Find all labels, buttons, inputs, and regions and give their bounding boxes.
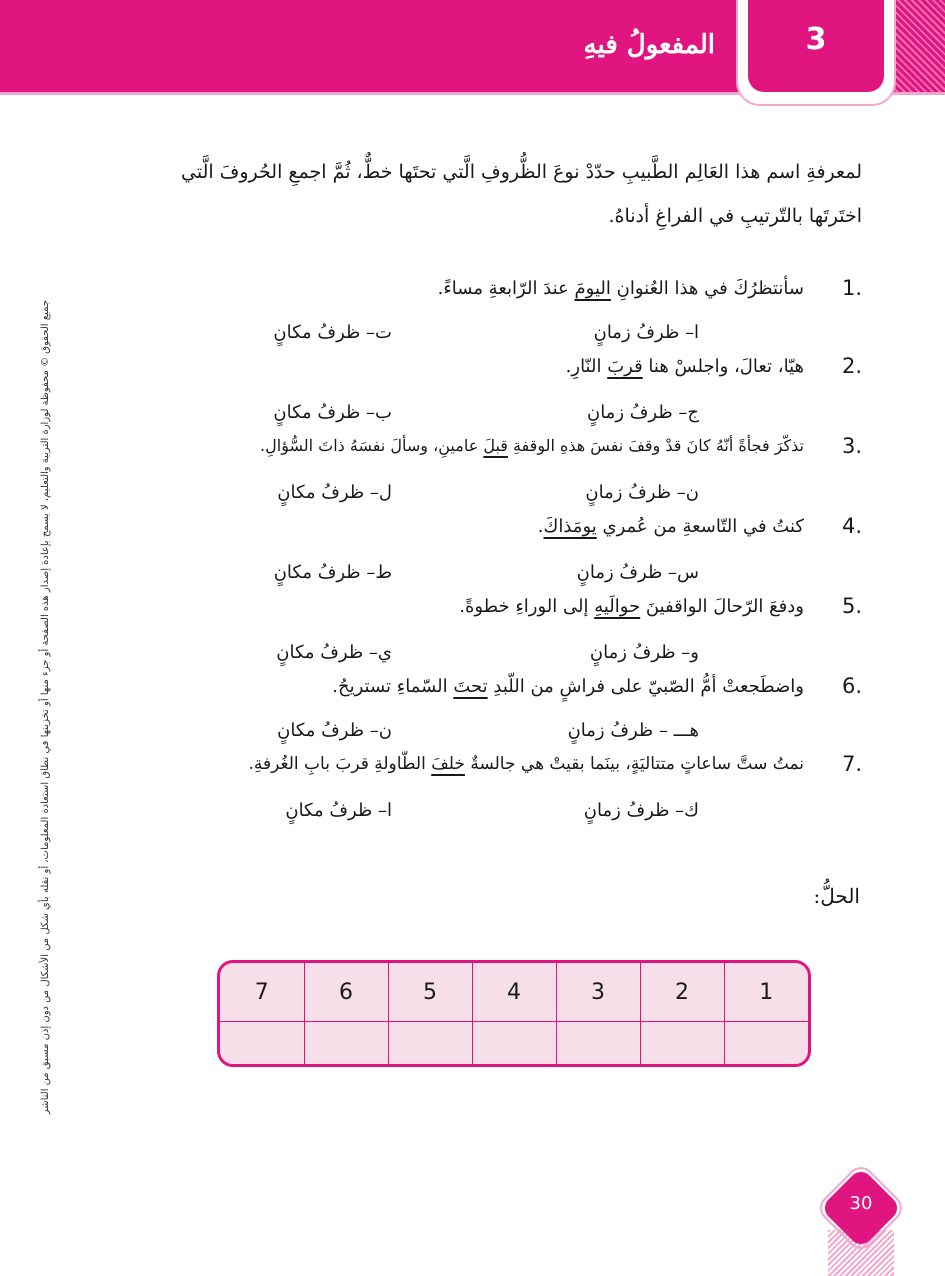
question-number: 4. <box>841 514 862 538</box>
question-text <box>260 436 804 455</box>
underlined-adverb: خلفَ <box>431 754 465 774</box>
question-7 <box>150 752 862 786</box>
question-text-before: واضطَجعتْ أمُّ الصّبيّ على فراشٍ من اللّبدِ <box>487 676 804 697</box>
answer-cell-3[interactable] <box>556 1022 640 1065</box>
page-number: 30 <box>849 1193 873 1214</box>
option-place-6: ن– ظرفُ مكانٍ <box>277 720 392 741</box>
grid-header-4: 4 <box>472 963 556 1022</box>
option-time-4: س– ظرفُ زمانٍ <box>576 562 699 583</box>
grid-header-6: 6 <box>304 963 388 1022</box>
question-text-before: نمتُ ستَّ ساعاتٍ متتاليَةٍ، بينَما بقيتْ هي جالسةٌ <box>464 754 804 774</box>
solution-label: الحلُّ: <box>813 884 860 908</box>
question-text-before: ودفعَ الرّحالَ الواقفينَ <box>640 596 804 617</box>
question-5 <box>150 594 862 628</box>
question-2 <box>150 354 862 388</box>
instructions: لمعرفةِ اسم هذا العَالِم الطَّبيبِ حدّدْ نوعَ الظُّروفِ الَّتي تحتَها خطٌّ، ثُمَّ اجمعِ الحُروفَ الَّتي اختَرتَها بالتّرتيبِ في الفراغِ أدناهُ. <box>181 161 862 227</box>
option-place-5: ي– ظرفُ مكانٍ <box>276 642 392 663</box>
question-text <box>566 356 804 377</box>
option-place-2: ب– ظرفُ مكانٍ <box>273 402 392 423</box>
question-4 <box>150 514 862 548</box>
question-text <box>249 754 805 774</box>
question-number: 6. <box>841 674 862 698</box>
option-time-7: ك– ظرفُ زمانٍ <box>583 800 699 821</box>
question-1 <box>150 276 862 310</box>
question-text-before: سأنتظرُكَ في هذا العُنوانِ <box>610 278 804 299</box>
header-pattern <box>885 0 945 92</box>
underlined-adverb: حوالَيهِ <box>594 596 641 617</box>
question-number: 1. <box>841 276 862 300</box>
grid-header-2: 2 <box>640 963 724 1022</box>
chapter-title: المفعولُ فيهِ <box>583 30 715 60</box>
answer-cell-2[interactable] <box>640 1022 724 1065</box>
answer-cell-4[interactable] <box>472 1022 556 1065</box>
option-place-1: ت– ظرفُ مكانٍ <box>273 322 392 343</box>
question-text-after: إلى الوراءِ خطوةً. <box>459 596 595 617</box>
answer-cell-6[interactable] <box>304 1022 388 1065</box>
grid-header-7: 7 <box>220 963 304 1022</box>
underlined-adverb: قربَ <box>607 356 643 377</box>
option-time-1: ا– ظرفُ زمانٍ <box>593 322 699 343</box>
question-text-after: الطّاولةِ قربَ بابِ الغُرفةِ. <box>248 754 432 774</box>
question-text-before: تذكّرَ فجأةً أنّهُ كانَ قدْ وقفَ نفسَ هذهِ الوقفةِ <box>507 436 804 455</box>
option-place-7: ا– ظرفُ مكانٍ <box>285 800 392 821</box>
underlined-adverb: يومَذاكَ <box>543 516 597 537</box>
option-time-2: ج– ظرفُ زمانٍ <box>586 402 699 423</box>
underlined-adverb: تحتَ <box>453 676 488 697</box>
question-number: 3. <box>841 434 862 458</box>
question-3 <box>150 434 862 468</box>
option-place-4: ط– ظرفُ مكانٍ <box>273 562 392 583</box>
question-text-before: هيّا، تعالَ، واجلسْ هنا <box>642 356 804 377</box>
question-text-after: . <box>537 516 544 537</box>
grid-header-1: 1 <box>724 963 808 1022</box>
grid-header-3: 3 <box>556 963 640 1022</box>
underlined-adverb: قبلَ <box>483 436 508 455</box>
underlined-adverb: اليومَ <box>574 278 611 299</box>
question-text-after: عندَ الرّابعةِ مساءً. <box>437 278 575 299</box>
question-text <box>332 676 804 697</box>
question-text-before: كنتُ في التّاسعةِ من عُمري <box>596 516 804 537</box>
question-text <box>538 516 804 537</box>
copyright-note: جميع الحقوق © محفوظة لوزارة التربية والتعليم، لا يسمح بإعادة إصدار هذه الصفحة أو جزء منها أو تخزينها في نطاق استعادة المعلومات، أو نقله بأي شكل من الأشكال من دون إذن مسبق من الناشر <box>40 300 51 1115</box>
question-text-after: السّماءِ تستريحُ. <box>332 676 454 697</box>
question-6 <box>150 674 862 708</box>
question-number: 7. <box>841 752 862 776</box>
option-time-5: و– ظرفُ زمانٍ <box>589 642 699 663</box>
option-place-3: ل– ظرفُ مكانٍ <box>277 482 392 503</box>
question-text-after: النّارِ. <box>565 356 608 377</box>
answer-cell-5[interactable] <box>388 1022 472 1065</box>
question-number: 2. <box>841 354 862 378</box>
question-number: 5. <box>841 594 862 618</box>
question-text-after: عامينِ، وسألَ نفسَهُ ذاتَ السُّؤالِ. <box>260 436 484 455</box>
answer-cell-1[interactable] <box>724 1022 808 1065</box>
chapter-number: 3 <box>805 22 827 57</box>
option-time-6: هـــ – ظرفُ زمانٍ <box>567 720 699 741</box>
grid-header-5: 5 <box>388 963 472 1022</box>
question-text <box>438 278 804 299</box>
question-text <box>459 596 804 617</box>
answer-cell-7[interactable] <box>220 1022 304 1065</box>
option-time-3: ن– ظرفُ زمانٍ <box>585 482 699 503</box>
solution-grid <box>217 960 811 1067</box>
